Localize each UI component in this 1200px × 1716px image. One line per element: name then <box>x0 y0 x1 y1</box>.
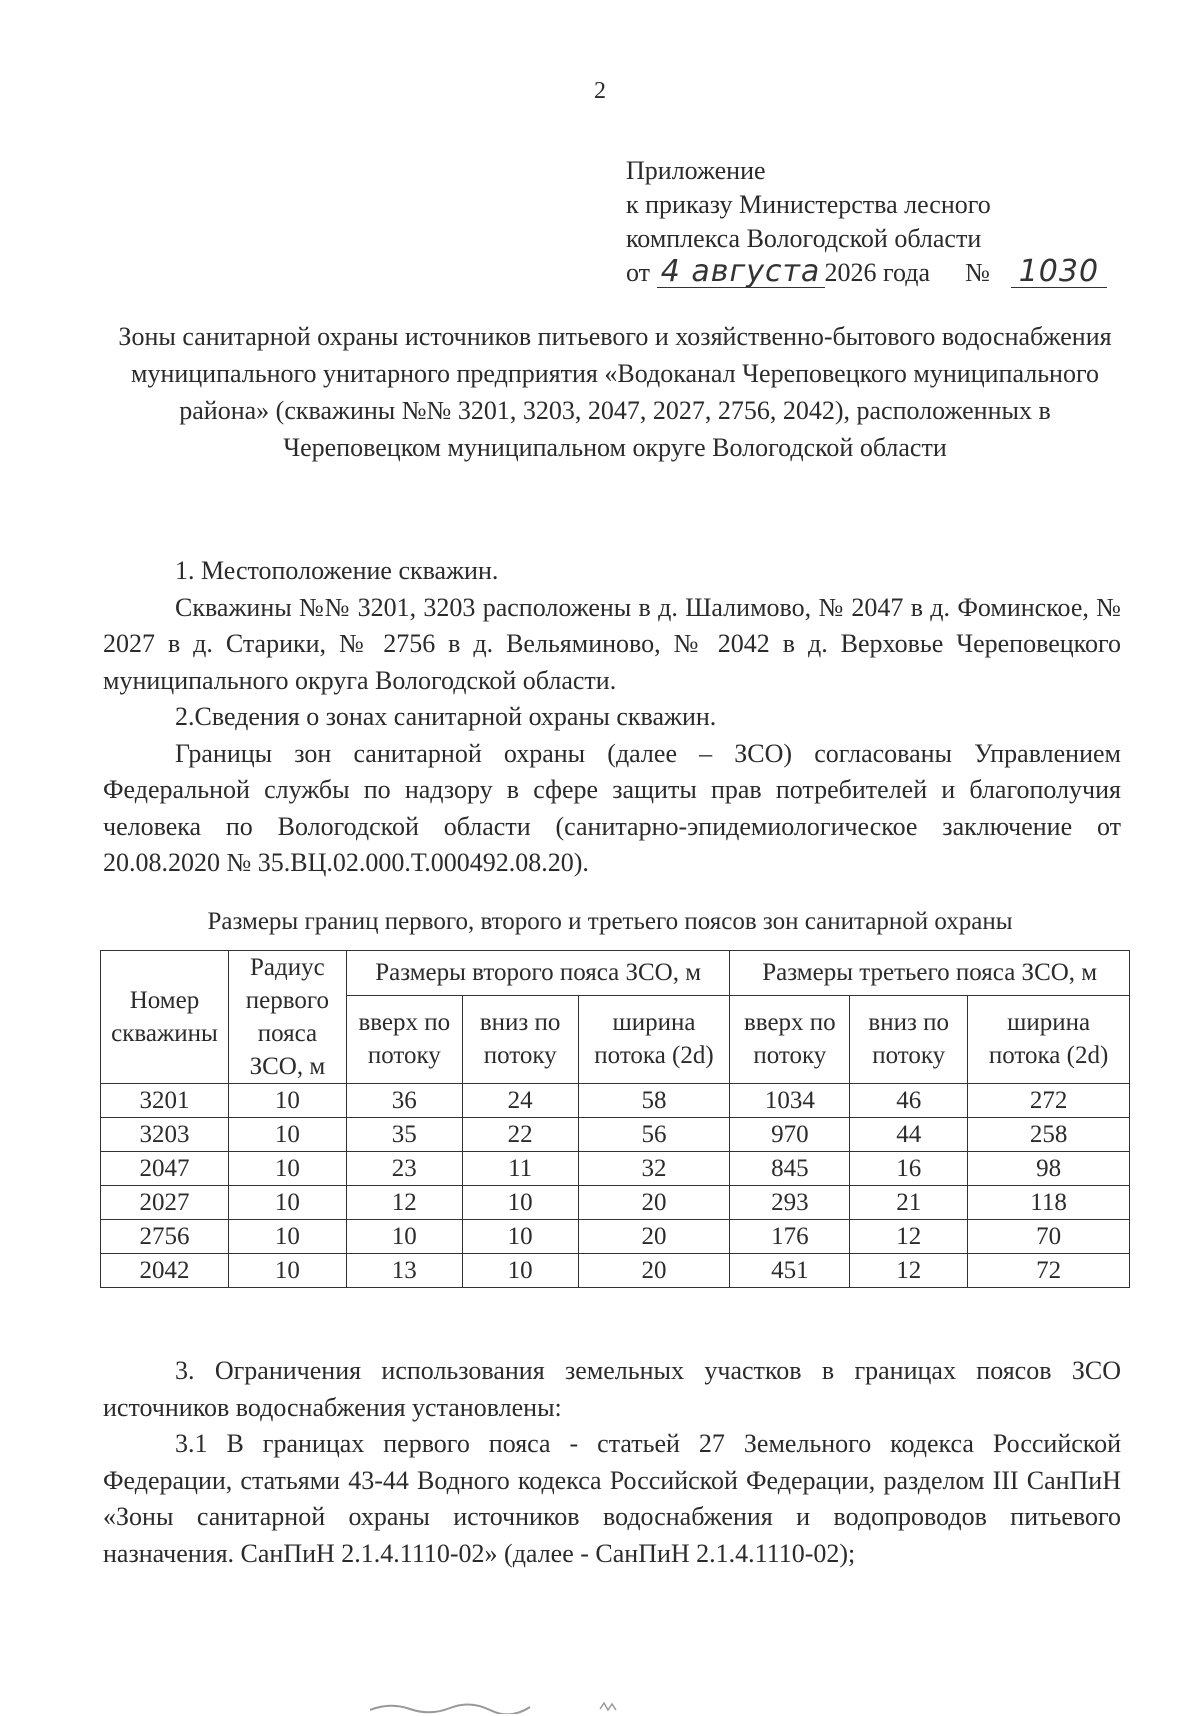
header-zone2-width: ширина потока (2d) <box>578 995 730 1083</box>
appendix-line-3: комплекса Вологодской области <box>626 224 982 253</box>
table-row <box>101 1186 1130 1220</box>
section-1-heading: 1. Местоположение скважин. <box>175 556 499 585</box>
header-zone2-down: вниз по потоку <box>462 995 578 1083</box>
scan-artifact-scribble <box>370 1700 730 1714</box>
table-cell: 2027 <box>101 1186 229 1220</box>
table-cell: 845 <box>730 1152 850 1186</box>
table-row <box>101 1152 1130 1186</box>
table-cell: 20 <box>578 1186 730 1220</box>
table-cell: 58 <box>578 1084 730 1118</box>
number-label: № <box>965 258 990 287</box>
header-zone3: Размеры третьего пояса ЗСО, м <box>730 951 1130 996</box>
section-3-body <box>103 1353 1121 1572</box>
table-row <box>101 1084 1130 1118</box>
table-cell: 20 <box>578 1220 730 1254</box>
appendix-date-line <box>626 256 1107 290</box>
appendix-line-1: Приложение <box>626 156 766 185</box>
table-cell: 10 <box>228 1118 346 1152</box>
table-cell: 293 <box>730 1186 850 1220</box>
table-cell: 22 <box>462 1118 578 1152</box>
table-cell: 46 <box>850 1084 968 1118</box>
table-cell: 258 <box>968 1118 1130 1152</box>
table-cell: 10 <box>462 1220 578 1254</box>
header-zone2-up: вверх по потоку <box>346 995 462 1083</box>
table-cell: 12 <box>850 1220 968 1254</box>
date-year: 2026 года <box>824 258 931 287</box>
section-3-text: 3. Ограничения использования земельных участков в границах поясов ЗСО источников водоснабжения установлены: <box>103 1356 1121 1422</box>
table-cell: 3203 <box>101 1118 229 1152</box>
table-cell: 10 <box>462 1254 578 1288</box>
table-caption: Размеры границ первого, второго и третьего поясов зон санитарной охраны <box>207 908 1013 935</box>
section-2-text: Границы зон санитарной охраны (далее – ЗСО) согласованы Управлением Федеральной службы по надзору в сфере защиты прав потребителей и благополучия человека по Вологодской области (санитарно-эпидемиологическое заключение от 20.08.2020 № 35.ВЦ.02.000.Т.000492.08.20). <box>103 738 1121 877</box>
table-cell: 2042 <box>101 1254 229 1288</box>
table-cell: 272 <box>968 1084 1130 1118</box>
date-prefix: от <box>626 258 651 287</box>
document-title: Зоны санитарной охраны источников питьевого и хозяйственно-бытового водоснабжения муниципального унитарного предприятия «Водоканал Череповецкого муниципального района» (скважины №№ 3201, 3203, 2047, 2027, 2756, 2042), расположенных в Череповецком муниципальном округе Вологодской области <box>118 322 1112 462</box>
header-zone2: Размеры второго пояса ЗСО, м <box>346 951 730 996</box>
table-cell: 176 <box>730 1220 850 1254</box>
table-cell: 98 <box>968 1152 1130 1186</box>
table-cell: 10 <box>228 1254 346 1288</box>
table-cell: 56 <box>578 1118 730 1152</box>
table-cell: 20 <box>578 1254 730 1288</box>
table-cell: 70 <box>968 1220 1130 1254</box>
table-cell: 23 <box>346 1152 462 1186</box>
table-cell: 451 <box>730 1254 850 1288</box>
table-cell: 3201 <box>101 1084 229 1118</box>
table-cell: 10 <box>462 1186 578 1220</box>
table-cell: 12 <box>850 1254 968 1288</box>
zso-table <box>100 950 1130 1288</box>
table-cell: 10 <box>228 1084 346 1118</box>
header-zone3-up: вверх по потоку <box>730 995 850 1083</box>
appendix-block <box>626 154 1107 290</box>
appendix-line-2: к приказу Министерства лесного <box>626 190 991 219</box>
table-cell: 10 <box>346 1220 462 1254</box>
table-cell: 10 <box>228 1186 346 1220</box>
section-3-1-text: 3.1 В границах первого пояса - статьей 27 Земельного кодекса Российской Федерации, статьями 43-44 Водного кодекса Российской Федерации, разделом III СанПиН «Зоны санитарной охраны источников водоснабжения и водопроводов питьевого назначения. СанПиН 2.1.4.1110-02» (далее - СанПиН 2.1.4.1110-02); <box>103 1429 1121 1568</box>
handwritten-date: 4 августа <box>657 257 825 288</box>
table-cell: 12 <box>346 1186 462 1220</box>
table-cell: 2756 <box>101 1220 229 1254</box>
table-row <box>101 1220 1130 1254</box>
header-zone3-down: вниз по потоку <box>850 995 968 1083</box>
table-cell: 44 <box>850 1118 968 1152</box>
page-number: 2 <box>594 78 606 104</box>
table-cell: 10 <box>228 1220 346 1254</box>
table-cell: 16 <box>850 1152 968 1186</box>
table-row <box>101 1118 1130 1152</box>
table-cell: 13 <box>346 1254 462 1288</box>
header-radius: Радиус первого пояса ЗСО, м <box>228 951 346 1084</box>
table-row <box>101 1254 1130 1288</box>
header-zone3-width: ширина потока (2d) <box>968 995 1130 1083</box>
section-2-heading: 2.Сведения о зонах санитарной охраны скважин. <box>175 702 717 731</box>
table-cell: 970 <box>730 1118 850 1152</box>
table-cell: 72 <box>968 1254 1130 1288</box>
section-1-2-body <box>103 553 1121 882</box>
table-cell: 36 <box>346 1084 462 1118</box>
table-cell: 1034 <box>730 1084 850 1118</box>
table-cell: 10 <box>228 1152 346 1186</box>
table-cell: 32 <box>578 1152 730 1186</box>
table-cell: 118 <box>968 1186 1130 1220</box>
table-cell: 24 <box>462 1084 578 1118</box>
table-cell: 2047 <box>101 1152 229 1186</box>
table-cell: 35 <box>346 1118 462 1152</box>
header-well-number: Номер скважины <box>101 951 229 1084</box>
table-cell: 11 <box>462 1152 578 1186</box>
table-cell: 21 <box>850 1186 968 1220</box>
handwritten-number: 1030 <box>1011 257 1107 288</box>
section-1-text: Скважины №№ 3201, 3203 расположены в д. Шалимово, № 2047 в д. Фоминское, № 2027 в д. Старики, № 2756 в д. Вельяминово, № 2042 в д. Верховье Череповецкого муниципального округа Вологодской области. <box>103 592 1121 695</box>
